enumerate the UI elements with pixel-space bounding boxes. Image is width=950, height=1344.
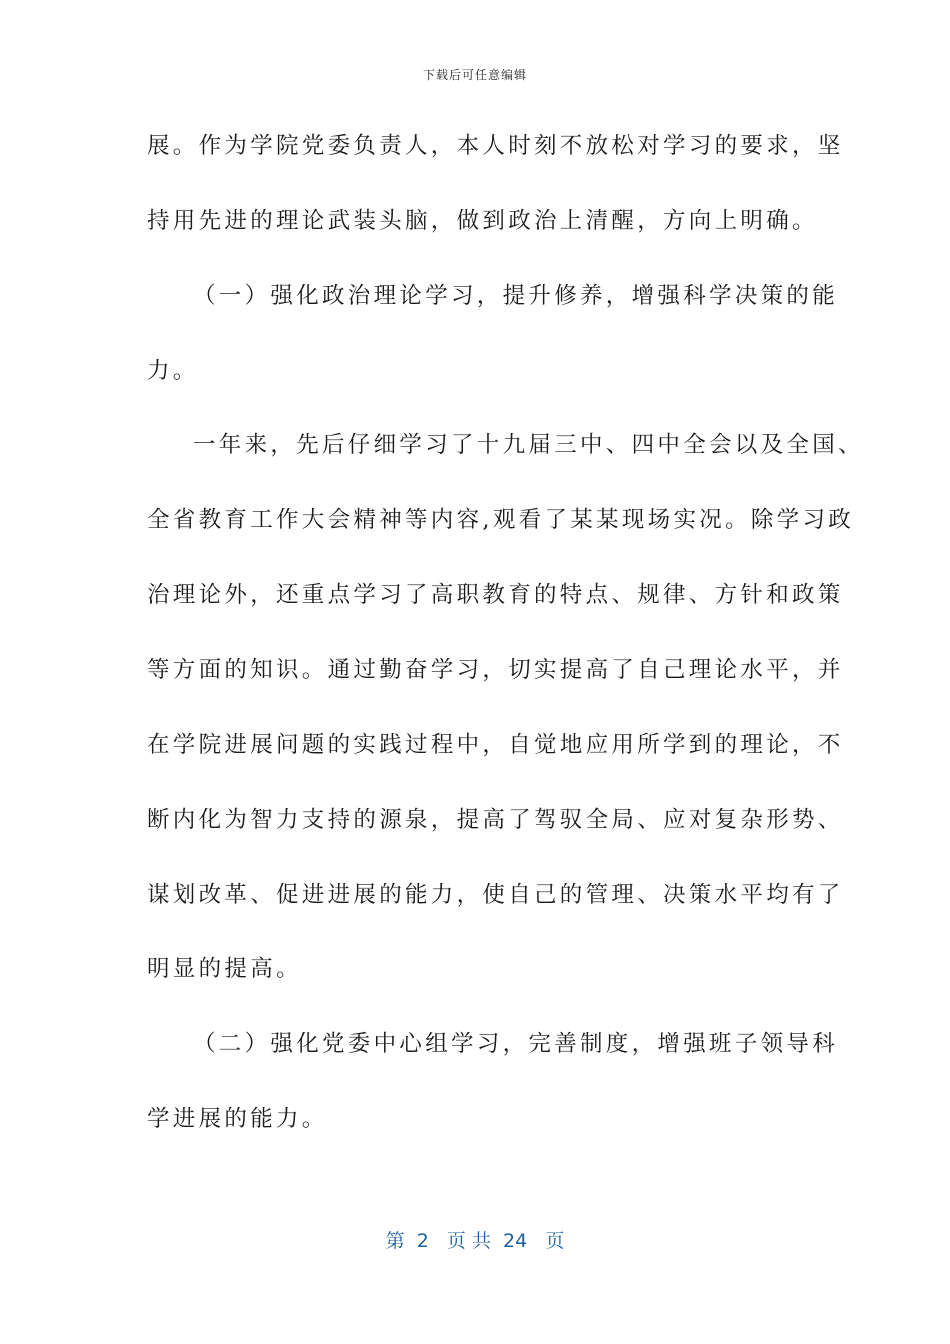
header-note: 下载后可任意编辑 bbox=[422, 68, 527, 82]
body-line: 明显的提高。 bbox=[147, 956, 302, 982]
body-line: 展。作为学院党委负责人，本人时刻不放松对学习的要求，坚 bbox=[147, 133, 844, 159]
body-line: 全省教育工作大会精神等内容,观看了某某现场实况。除学习政 bbox=[147, 507, 855, 533]
body-line: 治理论外，还重点学习了高职教育的特点、规律、方针和政策 bbox=[147, 582, 844, 608]
section-heading-2: （二）强化党委中心组学习，完善制度，增强班子领导科 bbox=[193, 1031, 839, 1057]
page-number-footer: 第 2 页 共 24 页 bbox=[385, 1230, 565, 1252]
section-heading-1-cont: 力。 bbox=[147, 358, 199, 384]
body-line: 断内化为智力支持的源泉，提高了驾驭全局、应对复杂形势、 bbox=[147, 807, 844, 833]
section-heading-1: （一）强化政治理论学习，提升修养，增强科学决策的能 bbox=[193, 283, 839, 309]
body-line: 在学院进展问题的实践过程中，自觉地应用所学到的理论，不 bbox=[147, 732, 844, 758]
body-line: 持用先进的理论武装头脑，做到政治上清醒，方向上明确。 bbox=[147, 208, 818, 234]
body-line: 等方面的知识。通过勤奋学习，切实提高了自己理论水平，并 bbox=[147, 657, 844, 683]
section-heading-2-cont: 学进展的能力。 bbox=[147, 1106, 328, 1132]
paragraph-first-line: 一年来，先后仔细学习了十九届三中、四中全会以及全国、 bbox=[193, 432, 864, 458]
body-line: 谋划改革、促进进展的能力，使自己的管理、决策水平均有了 bbox=[147, 882, 844, 908]
